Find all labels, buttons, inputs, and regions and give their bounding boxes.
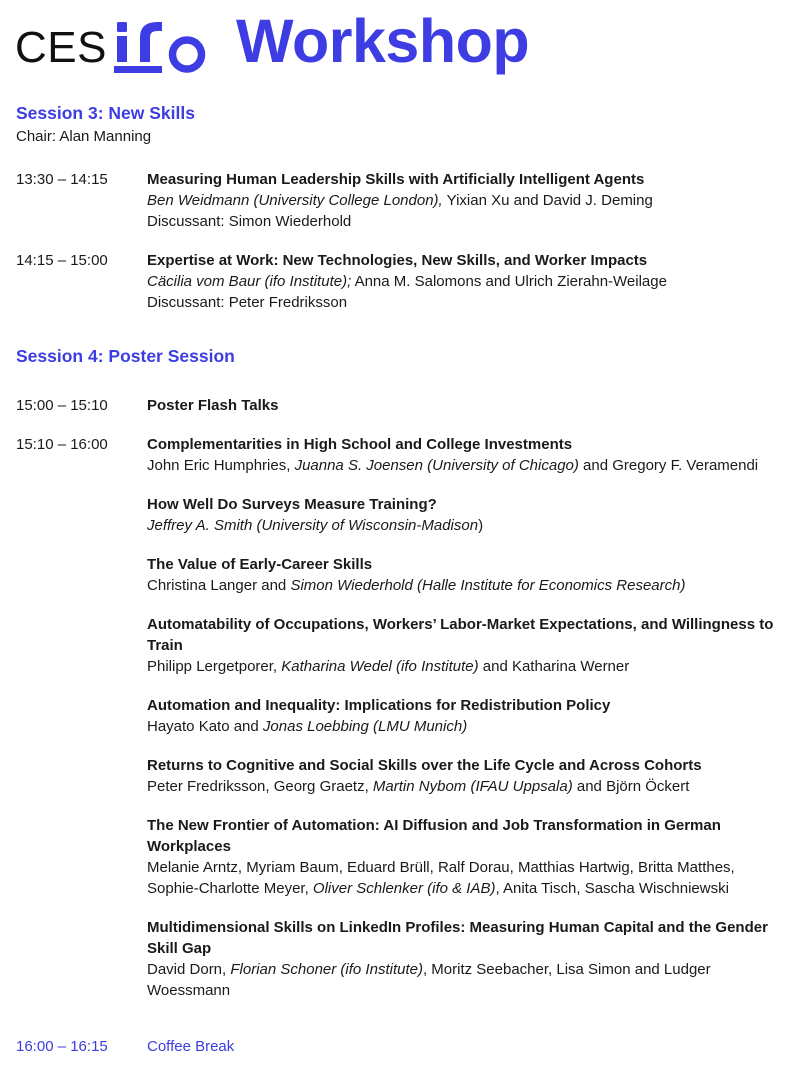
agenda-item bbox=[16, 695, 784, 737]
session-4 bbox=[16, 345, 784, 1001]
talk-title: Complementarities in High School and College Investments bbox=[147, 436, 573, 453]
session-items bbox=[16, 169, 784, 313]
program-body bbox=[0, 102, 798, 1057]
talk-title: Multidimensional Skills on LinkedIn Profiles: Measuring Human Capital and the Gender Skill Gap bbox=[147, 919, 768, 957]
ifo-o-ring bbox=[173, 40, 202, 69]
talk-authors: John Eric Humphries, Juanna S. Joensen (University of Chicago) and Gregory F. Veramendi bbox=[147, 457, 759, 474]
talk-title: Automation and Inequality: Implications for Redistribution Policy bbox=[147, 697, 611, 714]
talk-discussant: Discussant: Peter Fredriksson bbox=[147, 294, 348, 311]
talk-authors: Christina Langer and Simon Wiederhold (Halle Institute for Economics Research) bbox=[147, 577, 686, 594]
session-heading: Session 4: Poster Session bbox=[16, 346, 235, 366]
coffee-break-row bbox=[16, 1036, 784, 1057]
agenda-item bbox=[16, 917, 784, 1001]
talk-title: Expertise at Work: New Technologies, New Skills, and Worker Impacts bbox=[147, 252, 648, 269]
time-slot: 16:00 – 16:15 bbox=[16, 1038, 108, 1055]
talk-authors: Cäcilia vom Baur (ifo Institute); Anna M. Salomons and Ulrich Zierahn-Weilage bbox=[147, 273, 667, 290]
time-slot: 14:15 – 15:00 bbox=[16, 252, 108, 269]
session-heading: Session 3: New Skills bbox=[16, 103, 195, 123]
page-header bbox=[0, 0, 798, 102]
ifo-f bbox=[140, 22, 162, 62]
ifo-logo-graphic bbox=[114, 22, 206, 74]
talk-title: The Value of Early-Career Skills bbox=[147, 556, 373, 573]
ifo-i-stem bbox=[117, 36, 127, 62]
talk-authors: Peter Fredriksson, Georg Graetz, Martin Nybom (IFAU Uppsala) and Björn Öckert bbox=[147, 778, 690, 795]
talk-title: Returns to Cognitive and Social Skills over the Life Cycle and Across Cohorts bbox=[147, 757, 702, 774]
talk-block bbox=[147, 554, 784, 596]
talk-authors: Jeffrey A. Smith (University of Wisconsin-Madison) bbox=[147, 517, 484, 534]
talk-block bbox=[147, 434, 784, 476]
ifo-logo bbox=[114, 22, 206, 74]
agenda-item bbox=[16, 434, 784, 476]
talk-block bbox=[147, 815, 784, 899]
talk-title: Measuring Human Leadership Skills with Artificially Intelligent Agents bbox=[147, 171, 645, 188]
talk-block bbox=[147, 917, 784, 1001]
agenda-item bbox=[16, 250, 784, 313]
coffee-break-label: Coffee Break bbox=[147, 1038, 235, 1055]
agenda-item bbox=[16, 494, 784, 536]
talk-block bbox=[147, 395, 784, 416]
session-3 bbox=[16, 102, 784, 313]
talk-block bbox=[147, 169, 784, 232]
ifo-i-dot bbox=[117, 22, 127, 32]
talk-block bbox=[147, 614, 784, 677]
talk-title: The New Frontier of Automation: AI Diffusion and Job Transformation in German Workplaces bbox=[147, 817, 721, 855]
talk-title: Automatability of Occupations, Workers’ Labor-Market Expectations, and Willingness to Train bbox=[147, 616, 774, 654]
time-slot: 15:00 – 15:10 bbox=[16, 397, 108, 414]
agenda-item bbox=[16, 395, 784, 416]
agenda-item bbox=[16, 169, 784, 232]
talk-authors: Philipp Lergetporer, Katharina Wedel (ifo Institute) and Katharina Werner bbox=[147, 658, 630, 675]
talk-block bbox=[147, 755, 784, 797]
session-chair: Chair: Alan Manning bbox=[16, 128, 152, 145]
agenda-item bbox=[16, 614, 784, 677]
agenda-item bbox=[16, 554, 784, 596]
ces-logo-text: CES bbox=[15, 23, 107, 72]
workshop-title: Workshop bbox=[236, 7, 530, 75]
agenda-item bbox=[16, 755, 784, 797]
talk-title: Poster Flash Talks bbox=[147, 397, 279, 414]
agenda-item bbox=[16, 815, 784, 899]
talk-authors: Ben Weidmann (University College London), Yixian Xu and David J. Deming bbox=[147, 192, 653, 209]
talk-title: How Well Do Surveys Measure Training? bbox=[147, 496, 437, 513]
ifo-underline bbox=[114, 66, 162, 73]
talk-authors: Hayato Kato and Jonas Loebbing (LMU Munich) bbox=[147, 718, 468, 735]
time-slot: 13:30 – 14:15 bbox=[16, 171, 108, 188]
talk-block bbox=[147, 494, 784, 536]
time-slot: 15:10 – 16:00 bbox=[16, 436, 108, 453]
talk-block bbox=[147, 250, 784, 313]
talk-block bbox=[147, 695, 784, 737]
session-items bbox=[16, 395, 784, 1001]
talk-authors: David Dorn, Florian Schoner (ifo Institute), Moritz Seebacher, Lisa Simon and Ludger Woessmann bbox=[147, 961, 711, 999]
talk-discussant: Discussant: Simon Wiederhold bbox=[147, 213, 352, 230]
talk-authors: Melanie Arntz, Myriam Baum, Eduard Brüll, Ralf Dorau, Matthias Hartwig, Britta Matthes, Sophie-Charlotte Meyer, Oliver Schlenker (ifo & IAB), Anita Tisch, Sascha Wischniewski bbox=[147, 859, 735, 897]
